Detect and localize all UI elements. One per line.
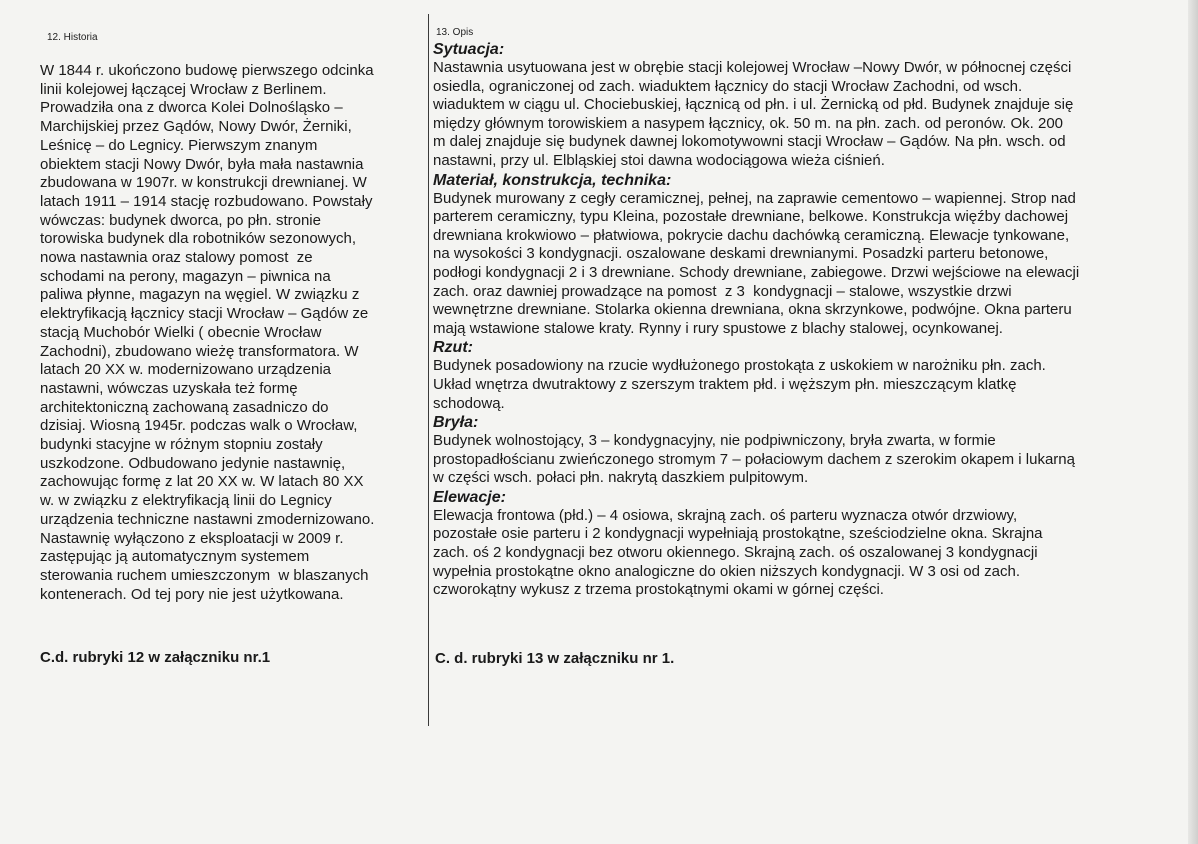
page-edge [1188, 0, 1198, 844]
column-divider [428, 14, 429, 726]
section-body-material: Budynek murowany z cegły ceramicznej, pełnej, na zaprawie cementowo – wapiennej. Strop nad parterem ceramiczny, typu Kleina, pozostałe drewniane, belkowe. Konstrukcja więźby dachowej drewniana krokwiowo – płatwiowa, pokrycie dachu dachówką ceramiczną. Elewacje tynkowane, na wysokości 3 kondygnacji. oszalowane deskami drewnianymi. Posadzki parteru betonowe, podłogi kondygnacji 2 i 3 drewniane. Schody drewniane, zabiegowe. Drzwi wejściowe na elewacji zach. oraz dawniej prowadzące na pomost z 3 kondygnacji – stalowe, wszystkie drzwi wewnętrzne drewniane. Stolarka okienna drewniana, okna skrzynkowe, podwójne. Okna parteru mają wstawione stalowe kraty. Rynny i rury spustowe z blachy stalowej, ocynkowanej. [433, 189, 1080, 337]
section-heading-rzut: Rzut: [433, 339, 473, 357]
historia-continuation-note: C.d. rubryki 12 w załączniku nr.1 [40, 649, 271, 666]
opis-label: 13. Opis [436, 27, 474, 38]
section-heading-elewacje: Elewacje: [433, 488, 506, 506]
section-body-elewacje: Elewacja frontowa (płd.) – 4 osiowa, skrajną zach. oś parteru wyznacza otwór drzwiowy, pozostałe osie parteru i 2 kondygnacji wypełniają prostokątne, sześciodzielne okna. Skrajna zach. oś 2 kondygnacji bez otworu okiennego. Skrajną zach. oś oszalowanej 3 kondygnacji wypełnia prostokątne okno analogiczne do okien niższych kondygnacji. W 3 osi od zach. czworokątny wykusz z trzema prostokątnymi okami w górnej części. [433, 506, 1043, 599]
historia-text: W 1844 r. ukończono budowę pierwszego odcinka linii kolejowej łączącej Wrocław z Berlinem. Prowadziła ona z dworca Kolei Dolnośląsko – Marchijskiej przez Gądów, Nowy Dwór, Żerniki, Leśnicę – do Legnicy. Pierwszym znanym obiektem stacji Nowy Dwór, była mała nastawnia zbudowana w 1907r. w konstrukcji drewnianej. W latach 1911 – 1914 stację rozbudowano. Powstały wówczas: budynek dworca, po płn. stronie torowiska budynek dla robotników sezonowych, nowa nastawnia oraz stalowy pomost ze schodami na perony, magazyn – piwnica na paliwa płynne, magazyn na węgiel. W związku z elektryfikacją łącznicy stacji Wrocław – Gądów ze stacją Muchobór Wielki ( obecnie Wrocław Zachodni), zbudowano wieżę transformatora. W latach 20 XX w. modernizowano urządzenia nastawni, wówczas uzyskała też formę architektoniczną zachowaną zasadniczo do dzisiaj. Wiosną 1945r. podczas walk o Wrocław, budynki stacyjne w różnym stopniu zostały uszkodzone. Odbudowano jedynie nastawnię, zachowując formę z lat 20 XX w. W latach 80 XX w. w związku z elektryfikacją linii do Legnicy urządzenia techniczne nastawni zmodernizowano. Nastawnię wyłączono z eksploatacji w 2009 r. zastępując ją automatycznym systemem sterowania ruchem umieszczonym w blaszanych kontenerach. Od tej pory nie jest użytkowana. [40, 62, 375, 603]
opis-column [433, 40, 1178, 600]
section-heading-sytuacja: Sytuacja: [433, 41, 505, 58]
section-heading-material: Materiał, konstrukcja, technika: [433, 171, 672, 189]
section-heading-bryla: Bryła: [433, 414, 479, 432]
historia-label: 12. Historia [47, 32, 98, 43]
section-body-sytuacja: Nastawnia usytuowana jest w obrębie stacji kolejowej Wrocław –Nowy Dwór, w północnej części osiedla, ograniczonej od zach. wiaduktem łącznicy do stacji Wrocław Zachodni, od wsch. wiaduktem w ciągu ul. Chociebuskiej, łącznicą od płn. i ul. Żernicką od płd. Budynek znajduje się między głównym torowiskiem a nasypem łącznicy, ok. 50 m. na płn. zach. od peronów. Ok. 200 m dalej znajduje się budynek dawnej lokomotywowni stacji Wrocław – Gądów. Na płn. wsch. od nastawni, przy ul. Elbląskiej stoi dawna wodociągowa wieża ciśnień. [433, 59, 1074, 169]
section-body-bryla: Budynek wolnostojący, 3 – kondygnacyjny, nie podpiwniczony, bryła zwarta, w formie prostopadłościanu zwieńczonego stromym 7 – połaciowym dachem z szerokim okapem i lukarną w części wsch. połaci płn. nakrytą daszkiem pulpitowym. [433, 432, 1075, 487]
section-body-rzut: Budynek posadowiony na rzucie wydłużonego prostokąta z uskokiem w narożniku płn. zach. Układ wnętrza dwutraktowy z szerszym traktem płd. i węższym płn. mieszczącym klatkę schodową. [433, 357, 1046, 412]
opis-continuation-note: C. d. rubryki 13 w załączniku nr 1. [435, 650, 675, 667]
